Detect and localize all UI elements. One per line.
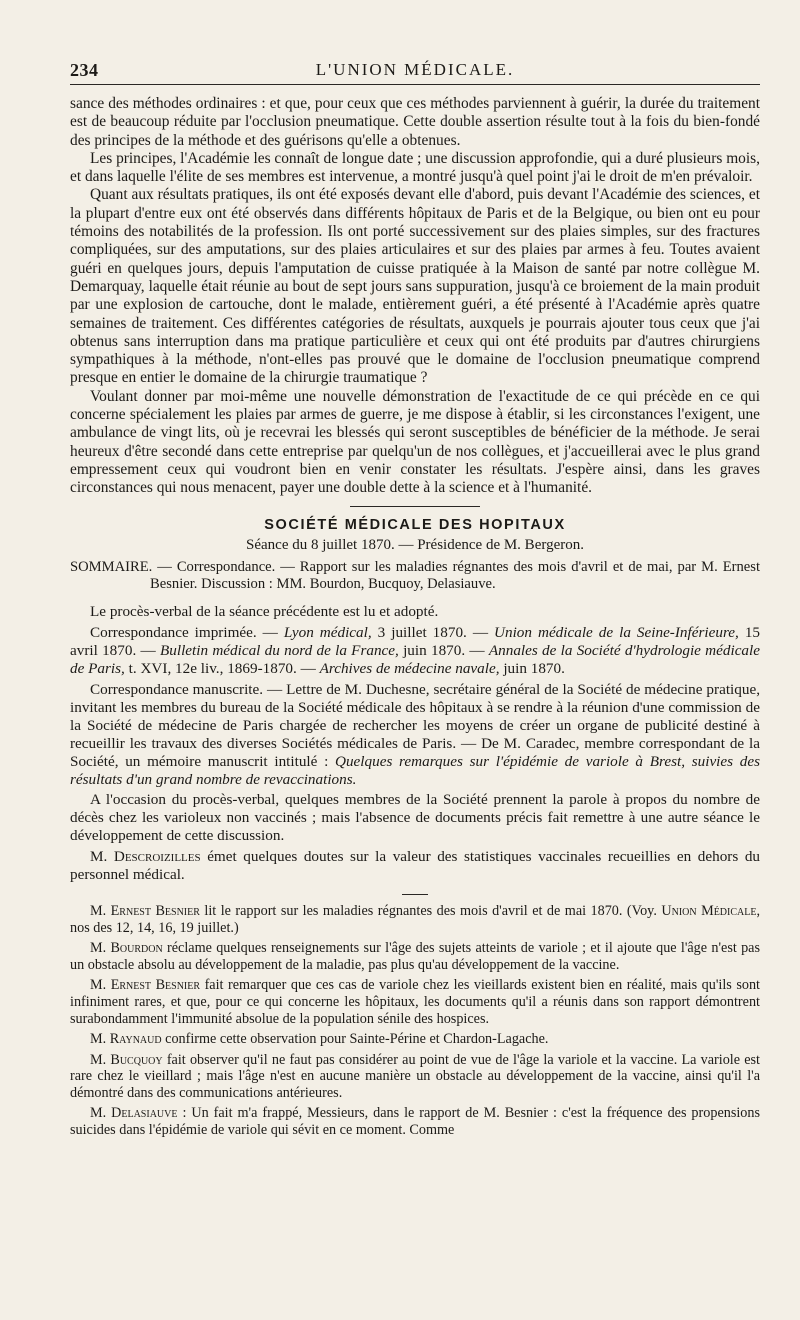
- speaker-name: M. Ernest Besnier: [90, 902, 200, 919]
- intro-paragraph-3: Quant aux résultats pratiques, ils ont été exposés devant elle d'abord, puis devant l'Académie des sciences, et la plupart d'entre eux ont été observés dans différents hôpitaux de Paris et de la Belgique, ou bien ont eu pour témoins des notabilités de la profession. Ils ont porté successivement sur des plaies simples, sur des fractures compliquées, sur des amputations, sur des plaies articulaires et sur des plaies par armes à feu. Toutes avaient guéri en quelques jours, depuis l'amputation de cuisse pratiquée à la Maison de santé par notre collègue M. Demarquay, laquelle était réunie au bout de sept jours sans suppuration, jusqu'à ce broiement de la main produit par une explosion de cartouche, dont le malade, entièrement guéri, a été présenté à l'Académie après quatre semaines de traitement. Ces différentes catégories de résultats, auxquels je pourrais ajouter tous ceux que j'ai obtenus sans interruption dans ma pratique particulière et ceux qui ont été produits par d'autres chirurgiens sympathiques à la méthode, n'ont-elles pas prouvé que le domaine de l'occlusion pneumatique comprend presque en entier le domaine de la chirurgie traumatique ?: [70, 186, 760, 387]
- text-run: : Un fait m'a frappé, Messieurs, dans le rapport de M. Besnier : c'est la fréquence des propensions suicides dans l'épidémie de variole qui sévit en ce moment. Comme: [70, 1105, 761, 1139]
- intro-paragraph-4: Voulant donner par moi-même une nouvelle démonstration de l'exactitude de ce qui précède en ce qui concerne spécialement les plaies par armes de guerre, je me dispose à établir, si les circonstances l'exigent, une ambulance de vingt lits, où je recevrai les blessés qui seront susceptibles de bénéficier de la méthode. Je serai heureux d'être secondé dans cette entreprise par quelqu'un de nos collègues, et j'accueillerai avec le plus grand empressement ceux qui voudront bien en venir constater les résultats. J'espère ainsi, dans les graves circonstances qui nous menacent, payer une double dette à la science et à l'humanité.: [70, 387, 760, 497]
- intro-text: [70, 95, 760, 498]
- discussion-paragraph-3: [70, 977, 760, 1027]
- text-run: t. XVI, 12e liv., 1869-1870. —: [124, 660, 320, 678]
- page-number: 234: [70, 60, 99, 80]
- discussion-paragraph-6: [70, 1105, 760, 1138]
- summary: [70, 559, 760, 594]
- text-run: Correspondance imprimée. —: [90, 624, 284, 642]
- text-run: Correspondance manuscrite. — Lettre de M. Duchesne, secrétaire général de la Société de médecine pratique, invitant les membres du bureau de la Société médicale des hôpitaux à se rendre à la réunion d'une commission de la Société de médecine de Paris chargée de rechercher les moyens de créer un organe de publicité destiné à recueillir les travaux des diverses Sociétés médicales de Paris. — De M. Caradec, membre correspondant de la Société, un mémoire manuscrit intitulé :: [70, 680, 760, 770]
- page-header: [70, 54, 760, 85]
- discussion-paragraph-5: [70, 1052, 760, 1102]
- printed-correspondence: [70, 624, 760, 678]
- minutes-paragraph-4: A l'occasion du procès-verbal, quelques membres de la Société prennent la parole à propos du nombre de décès chez les varioleux non vaccinés ; mais l'absence de documents précis fait remettre à une autre séance le développement de cette discussion.: [70, 791, 760, 845]
- journal-title: Union médicale de la Seine-Inférieure,: [494, 624, 739, 642]
- session-line: Séance du 8 juillet 1870. — Présidence de M. Bergeron.: [246, 536, 584, 553]
- text-run: nos des 12, 14, 16, 19 juillet.): [70, 919, 239, 936]
- manuscript-correspondence: [70, 681, 760, 788]
- minutes: [70, 603, 760, 884]
- text-run: juin 1870. —: [398, 642, 489, 660]
- memoir-title: Quelques remarques sur l'épidémie de variole à Brest, suivies des résultats d'un grand nombre de revaccinations.: [70, 752, 760, 788]
- text-run: 15 avril 1870. —: [70, 624, 761, 660]
- text-run: fait observer qu'il ne faut pas considérer au point de vue de l'âge la variole et la vaccine. La variole est rare chez le vieillard ; mais l'âge n'est en aucune manière un obstacle au développement de la vaccine, ainsi qu'il l'a démontré dans des communications antérieures.: [70, 1051, 760, 1101]
- text-run: fait remarquer que ces cas de variole chez les vieillards existent bien en réalité, mais qu'ils sont infiniment rares, et que, pour ce qui concerne les hôpitaux, les documents qu'il a réunis dans son rapport démontrent surabondamment l'immunité absolue de la population sénile des hospices.: [70, 977, 760, 1027]
- minutes-paragraph-5: [70, 848, 760, 884]
- journal-title: Annales de la Société d'hydrologie médicale de Paris,: [70, 642, 760, 678]
- speaker-name: M. Ernest Besnier: [90, 977, 201, 994]
- summary-label: SOMMAIRE.: [70, 558, 153, 575]
- speaker-name: M. Descroizilles: [90, 848, 201, 866]
- minutes-paragraph-1: Le procès-verbal de la séance précédente est lu et adopté.: [90, 603, 439, 621]
- journal-title: Lyon médical,: [283, 624, 372, 642]
- discussion-paragraph-1: [70, 903, 760, 936]
- speaker-name: M. Bucquoy: [90, 1051, 163, 1068]
- speaker-name: M. Bourdon: [90, 940, 163, 957]
- speaker-name: M. Raynaud: [90, 1031, 162, 1048]
- intro-paragraph-2: Les principes, l'Académie les connaît de longue date ; une discussion approfondie, qui a duré plusieurs mois, et dans laquelle l'élite de ses membres est intervenue, a montré jusqu'à quel point j'ai le droit de m'en prévaloir.: [70, 149, 760, 186]
- running-title: L'UNION MÉDICALE.: [315, 60, 515, 79]
- speaker-name: M. Delasiauve: [90, 1105, 178, 1122]
- text-run: lit le rapport sur les maladies régnantes des mois d'avril et de mai 1870. (Voy.: [199, 902, 662, 919]
- intro-paragraph-1: sance des méthodes ordinaires : et que, pour ceux que ces méthodes parviennent à guérir, la durée du traitement est de beaucoup réduite par l'occlusion pneumatique. Cette double assertion résulte tout à la fois du bien-fondé des principes de la méthode et des guérisons qu'elle a obtenues.: [70, 95, 760, 149]
- text-run: 3 juillet 1870. —: [371, 624, 495, 642]
- discussion: [70, 903, 760, 1139]
- discussion-paragraph-4: [70, 1031, 760, 1048]
- discussion-paragraph-2: [70, 940, 760, 973]
- discussion-divider: [402, 894, 428, 895]
- journal-title: Archives de médecine navale,: [319, 660, 500, 678]
- text-run: juin 1870.: [499, 660, 565, 678]
- section-title: SOCIÉTÉ MÉDICALE DES HOPITAUX: [264, 516, 566, 533]
- text-run: émet quelques doutes sur la valeur des statistiques vaccinales recueillies en dehors du personnel médical.: [70, 848, 761, 884]
- section-divider: [350, 506, 480, 507]
- summary-text: — Correspondance. — Rapport sur les maladies régnantes des mois d'avril et de mai, par M. Ernest Besnier. Discussion : MM. Bourdon, Bucquoy, Delasiauve.: [150, 558, 760, 592]
- journal-title: Bulletin médical du nord de la France,: [159, 642, 399, 660]
- journal-title: Union Médicale,: [661, 902, 761, 919]
- text-run: confirme cette observation pour Sainte-Périne et Chardon-Lagache.: [161, 1031, 549, 1048]
- text-run: réclame quelques renseignements sur l'âge des sujets atteints de variole ; et il ajoute que l'âge n'est pas un obstacle absolu au développement de la maladie, pas plus qu'au développement de la vaccine.: [70, 940, 760, 973]
